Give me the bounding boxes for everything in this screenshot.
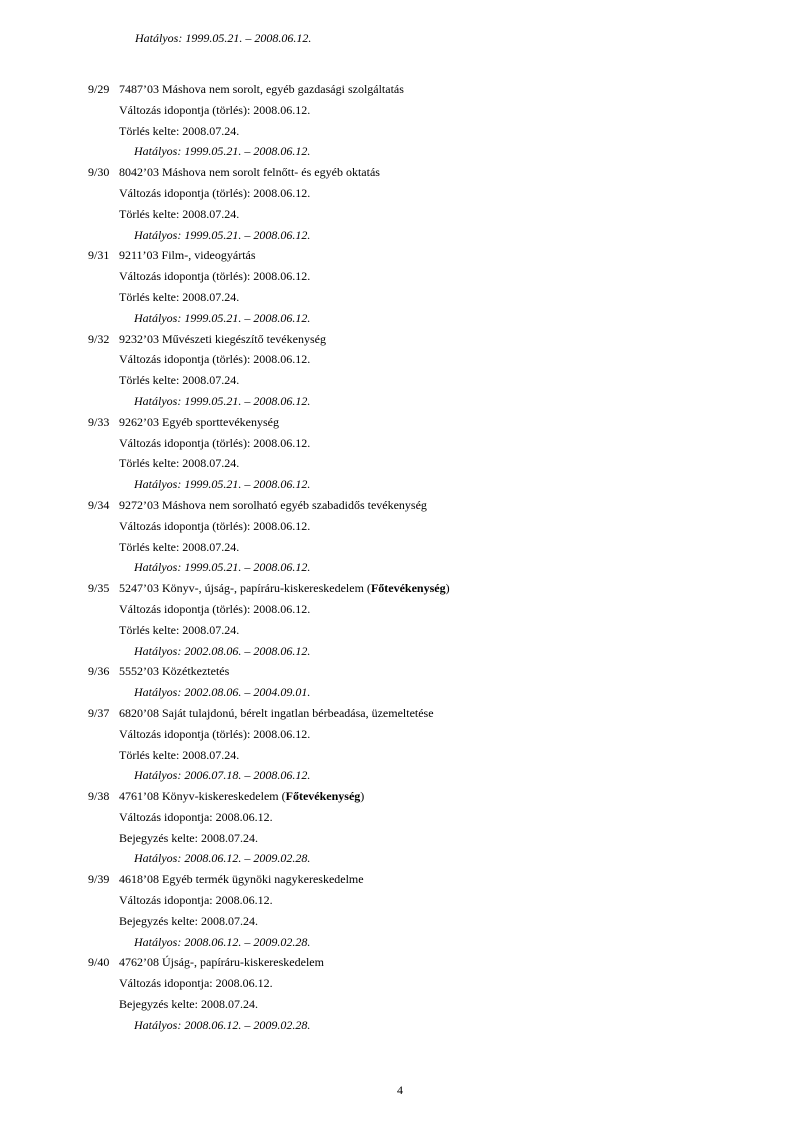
activity-entry bbox=[88, 578, 768, 661]
entry-number: 9/34 bbox=[88, 497, 110, 512]
entry-title: 8042’03 Máshova nem sorolt felnőtt- és egyéb oktatás bbox=[119, 165, 380, 180]
validity-line: Hatályos: 1999.05.21. – 2008.06.12. bbox=[134, 310, 311, 325]
entry-number: 9/38 bbox=[88, 789, 110, 804]
activity-entry bbox=[88, 412, 768, 495]
change-date-line: Változás idopontja: 2008.06.12. bbox=[119, 976, 273, 991]
entry-title-suffix: ) bbox=[360, 789, 365, 804]
entry-title: 5552’03 Közétkeztetés bbox=[119, 664, 230, 679]
activity-entry bbox=[88, 869, 768, 952]
validity-line: Hatályos: 1999.05.21. – 2008.06.12. bbox=[134, 227, 311, 242]
continued-validity-line: Hatályos: 1999.05.21. – 2008.06.12. bbox=[135, 31, 312, 45]
record-date-line: Törlés kelte: 2008.07.24. bbox=[119, 539, 240, 554]
entry-number: 9/39 bbox=[88, 872, 110, 887]
change-date-line: Változás idopontja (törlés): 2008.06.12. bbox=[119, 185, 311, 200]
change-date-line: Változás idopontja (törlés): 2008.06.12. bbox=[119, 726, 311, 741]
record-date-line: Törlés kelte: 2008.07.24. bbox=[119, 747, 240, 762]
entry-heading bbox=[88, 869, 768, 890]
validity-line: Hatályos: 1999.05.21. – 2008.06.12. bbox=[134, 144, 311, 159]
validity-line: Hatályos: 2002.08.06. – 2008.06.12. bbox=[134, 643, 311, 658]
entry-heading bbox=[88, 245, 768, 266]
activity-entries-list bbox=[88, 79, 768, 1036]
change-date-line: Változás idopontja (törlés): 2008.06.12. bbox=[119, 269, 311, 284]
change-date-line: Változás idopontja: 2008.06.12. bbox=[119, 893, 273, 908]
record-date-line: Bejegyzés kelte: 2008.07.24. bbox=[119, 830, 258, 845]
activity-entry bbox=[88, 329, 768, 412]
entry-heading bbox=[88, 952, 768, 973]
main-activity-label: Főtevékenység bbox=[370, 581, 446, 596]
entry-title-suffix: ) bbox=[445, 581, 450, 596]
validity-line: Hatályos: 1999.05.21. – 2008.06.12. bbox=[134, 393, 311, 408]
record-date-line: Törlés kelte: 2008.07.24. bbox=[119, 206, 240, 221]
activity-entry bbox=[88, 162, 768, 245]
validity-line: Hatályos: 2008.06.12. – 2009.02.28. bbox=[134, 934, 311, 949]
entry-heading bbox=[88, 79, 768, 100]
validity-line: Hatályos: 1999.05.21. – 2008.06.12. bbox=[134, 477, 311, 492]
entry-number: 9/35 bbox=[88, 581, 110, 596]
activity-entry bbox=[88, 786, 768, 869]
entry-heading bbox=[88, 495, 768, 516]
activity-entry bbox=[88, 495, 768, 578]
entry-heading bbox=[88, 703, 768, 724]
entry-heading bbox=[88, 329, 768, 350]
entry-number: 9/31 bbox=[88, 248, 110, 263]
activity-entry bbox=[88, 79, 768, 162]
change-date-line: Változás idopontja: 2008.06.12. bbox=[119, 809, 273, 824]
activity-entry bbox=[88, 952, 768, 1035]
entry-number: 9/40 bbox=[88, 955, 110, 970]
entry-number: 9/32 bbox=[88, 331, 110, 346]
entry-heading bbox=[88, 786, 768, 807]
entry-title: 7487’03 Máshova nem sorolt, egyéb gazdasági szolgáltatás bbox=[119, 82, 404, 96]
main-activity-label: Főtevékenység bbox=[285, 789, 361, 804]
record-date-line: Törlés kelte: 2008.07.24. bbox=[119, 456, 240, 471]
validity-line: Hatályos: 2002.08.06. – 2004.09.01. bbox=[134, 685, 311, 700]
change-date-line: Változás idopontja (törlés): 2008.06.12. bbox=[119, 518, 311, 533]
record-date-line: Törlés kelte: 2008.07.24. bbox=[119, 123, 240, 138]
entry-number: 9/30 bbox=[88, 165, 110, 180]
entry-title: 4618’08 Egyéb termék ügynöki nagykereskedelme bbox=[119, 872, 364, 887]
entry-title: 5247’03 Könyv-, újság-, papíráru-kiskereskedelem ( bbox=[119, 581, 371, 596]
page-number: 4 bbox=[397, 1083, 403, 1097]
entry-title: 9262’03 Egyéb sporttevékenység bbox=[119, 414, 279, 429]
record-date-line: Törlés kelte: 2008.07.24. bbox=[119, 622, 240, 637]
entry-title: 9232’03 Művészeti kiegészítő tevékenység bbox=[119, 331, 326, 346]
entry-heading bbox=[88, 578, 768, 599]
entry-heading bbox=[88, 162, 768, 183]
change-date-line: Változás idopontja (törlés): 2008.06.12. bbox=[119, 102, 311, 117]
entry-title: 4762’08 Újság-, papíráru-kiskereskedelem bbox=[119, 955, 324, 970]
record-date-line: Törlés kelte: 2008.07.24. bbox=[119, 373, 240, 388]
entry-number: 9/37 bbox=[88, 705, 110, 720]
validity-line: Hatályos: 2006.07.18. – 2008.06.12. bbox=[134, 768, 311, 783]
entry-title: 9211’03 Film-, videogyártás bbox=[119, 248, 256, 263]
entry-heading bbox=[88, 412, 768, 433]
record-date-line: Bejegyzés kelte: 2008.07.24. bbox=[119, 913, 258, 928]
record-date-line: Törlés kelte: 2008.07.24. bbox=[119, 289, 240, 304]
entry-number: 9/33 bbox=[88, 414, 110, 429]
validity-line: Hatályos: 2008.06.12. – 2009.02.28. bbox=[134, 851, 311, 866]
entry-number: 9/29 bbox=[88, 82, 110, 96]
activity-entry bbox=[88, 703, 768, 786]
activity-entry bbox=[88, 245, 768, 328]
entry-title: 9272’03 Máshova nem sorolható egyéb szabadidős tevékenység bbox=[119, 497, 427, 512]
activity-entry bbox=[88, 661, 768, 703]
validity-line: Hatályos: 2008.06.12. – 2009.02.28. bbox=[134, 1017, 311, 1032]
record-date-line: Bejegyzés kelte: 2008.07.24. bbox=[119, 997, 258, 1012]
entry-title: 4761’08 Könyv-kiskereskedelem ( bbox=[119, 789, 286, 804]
entry-title: 6820’08 Saját tulajdonú, bérelt ingatlan bérbeadása, üzemeltetése bbox=[119, 705, 434, 720]
change-date-line: Változás idopontja (törlés): 2008.06.12. bbox=[119, 352, 311, 367]
validity-line: Hatályos: 1999.05.21. – 2008.06.12. bbox=[134, 560, 311, 575]
change-date-line: Változás idopontja (törlés): 2008.06.12. bbox=[119, 435, 311, 450]
entry-heading bbox=[88, 661, 768, 682]
entry-number: 9/36 bbox=[88, 664, 110, 679]
change-date-line: Változás idopontja (törlés): 2008.06.12. bbox=[119, 601, 311, 616]
